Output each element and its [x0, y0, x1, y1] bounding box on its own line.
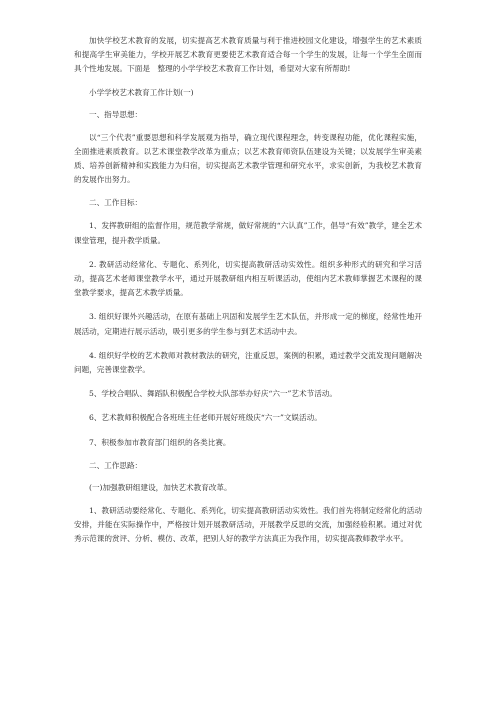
intro-paragraph: 加快学校艺术教育的发展，切实提高艺术教育质量与利于推进校园文化建设，增强学生的艺术素质和提高学生审美能力，学校开展艺术教育更要使艺术教育适合每一个学生的发展，让每一个学生全面而具个性地发展。下面是 整理的小学学校艺术教育工作计划，希望对大家有所帮助!	[74, 36, 422, 74]
goal-item: 1、发挥教研组的监督作用，规范教学常规，做好常规的“六认真”工作，倡导“有效”教学，建全艺术课堂管理，提升教学质量。	[74, 221, 422, 245]
goal-item: 6、艺术教师积极配合各班班主任老师开展好班级庆“六一”文娱活动。	[89, 413, 322, 423]
heading-work-goals: 二、工作目标：	[89, 198, 143, 208]
subheading-teaching-group: (一)加强教研组建设，加快艺术教育改革。	[89, 482, 232, 492]
approach-paragraph: 1、教研活动要经常化、专题化、系列化，切实提高教研活动实效性。我们首先将制定经常化的活动安排，并能在实际操作中，严格按计划开展教研活动，开展教学反思的交流，加强经验积累。通过对优秀示范课的赏评、分析、模仿、改革，把别人好的教学方法真正为我作用，切实提高教师教学水平。	[74, 505, 422, 544]
guiding-paragraph: 以“三个代表”重要思想和科学发展观为指导，确立现代课程理念，转变课程功能，优化课程实施，全面推进素质教育。以艺术课堂教学改革为重点；以艺术教育师资队伍建设为关键；以发展学生审美素质、培养创新精神和实践能力为归宿，切实提高艺术教学管理和研究水平，求实创新，为我校艺术教育的发展作出努力。	[74, 132, 422, 185]
section-title: 小学学校艺术教育工作计划(一)	[89, 87, 194, 97]
goal-item: 7、积极参加市教育部门组织的各类比赛。	[89, 437, 231, 447]
document-page	[74, 34, 422, 556]
goal-item: 5、学校合唱队、舞蹈队积极配合学校大队部举办好庆“六一”艺术节活动。	[89, 389, 337, 399]
goal-item: 4. 组织好学校的艺术教师对教材教法的研究，注重反思，案例的积累，通过教学交流发现问题解决问题，完善课堂教学。	[74, 350, 422, 375]
heading-guiding-ideology: 一、指导思想：	[89, 109, 143, 119]
goal-item: 2. 教研活动经常化、专题化、系列化，切实提高教研活动实效性。组织多种形式的研究和学习活动，提高艺术老师课堂教学水平，通过开展教研组内相互听课活动，使组内艺术教师掌握艺术课程的课堂教学要求，提高艺术教学质量。	[74, 259, 422, 298]
heading-work-approach: 二、工作思路：	[89, 460, 143, 470]
goal-item: 3. 组织好课外兴趣活动，在原有基础上巩固和发展学生艺术队伍，并形成一定的梯度，经常性地开展活动，定期进行展示活动，吸引更多的学生参与到艺术活动中去。	[74, 312, 422, 336]
